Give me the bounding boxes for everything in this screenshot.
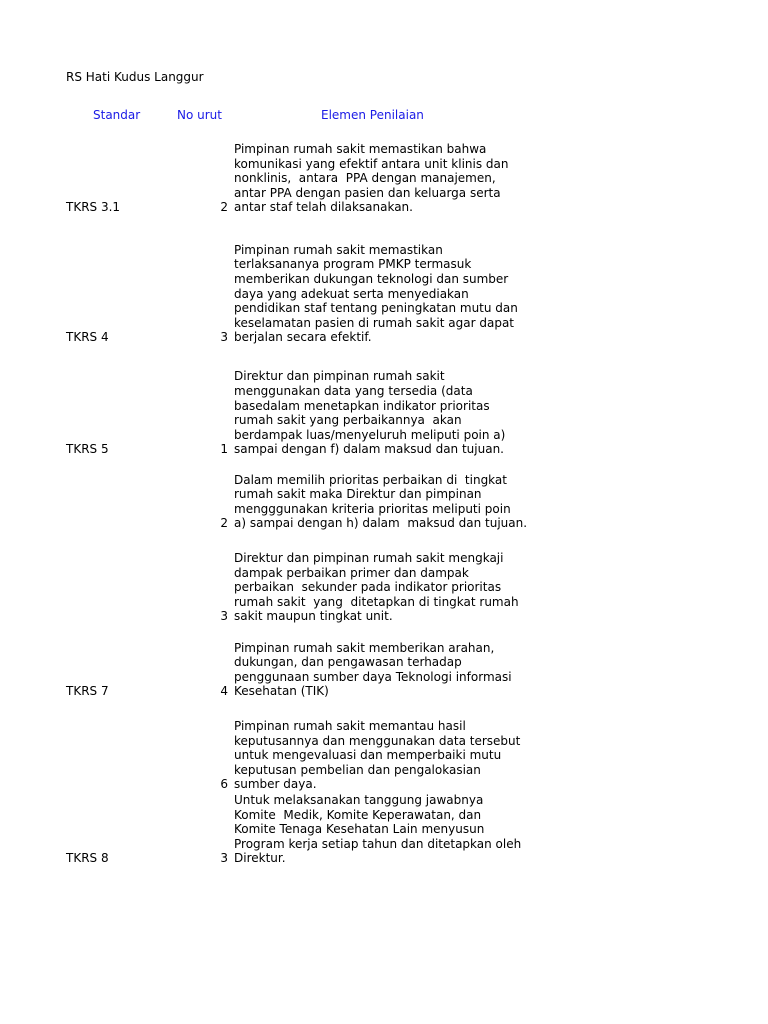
elemen-line: mengggunakan kriteria prioritas meliputi poin	[234, 501, 511, 516]
column-header-elemen-penilaian: Elemen Penilaian	[321, 108, 424, 122]
elemen-line: berjalan secara efektif.	[234, 330, 372, 345]
no-urut-cell: 3	[220, 851, 228, 866]
elemen-line: rumah sakit yang ditetapkan di tingkat rumah	[234, 594, 519, 609]
elemen-line: keselamatan pasien di rumah sakit agar dapat	[234, 315, 515, 330]
elemen-line: Dalam memilih prioritas perbaikan di tingkat	[234, 472, 507, 487]
elemen-line: Direktur dan pimpinan rumah sakit	[234, 369, 445, 384]
standar-cell: TKRS 3.1	[66, 200, 121, 215]
standar-cell: TKRS 8	[66, 851, 109, 866]
elemen-line: perbaikan sekunder pada indikator prioritas	[234, 580, 502, 595]
elemen-line: Program kerja setiap tahun dan ditetapkan oleh	[234, 836, 522, 851]
no-urut-cell: 3	[220, 330, 228, 345]
no-urut-cell: 3	[220, 609, 228, 624]
elemen-line: Untuk melaksanakan tanggung jawabnya	[234, 793, 484, 808]
elemen-line: rumah sakit yang perbaikannya akan	[234, 413, 462, 428]
elemen-line: dukungan, dan pengawasan terhadap	[234, 655, 462, 670]
elemen-line: nonklinis, antara PPA dengan manajemen,	[234, 171, 496, 186]
elemen-line: berdampak luas/menyeluruh meliputi poin a)	[234, 427, 506, 442]
elemen-line: antar staf telah dilaksanakan.	[234, 200, 413, 215]
elemen-line: Direktur.	[234, 851, 286, 866]
no-urut-cell: 1	[220, 442, 228, 457]
elemen-line: Direktur dan pimpinan rumah sakit mengkaji	[234, 551, 504, 566]
no-urut-cell: 2	[220, 516, 228, 531]
elemen-line: antar PPA dengan pasien dan keluarga serta	[234, 185, 501, 200]
elemen-line: Pimpinan rumah sakit memastikan	[234, 242, 443, 257]
no-urut-cell: 2	[220, 200, 228, 215]
column-header-no-urut: No urut	[177, 108, 222, 122]
no-urut-cell: 4	[220, 684, 228, 699]
no-urut-cell: 6	[220, 777, 228, 792]
elemen-line: sakit maupun tingkat unit.	[234, 609, 393, 624]
column-header-standar: Standar	[93, 108, 141, 122]
elemen-line: Pimpinan rumah sakit memantau hasil	[234, 719, 466, 734]
standar-cell: TKRS 5	[66, 442, 109, 457]
elemen-line: Komite Tenaga Kesehatan Lain menyusun	[234, 822, 485, 837]
elemen-line: terlaksananya program PMKP termasuk	[234, 257, 472, 272]
elemen-line: rumah sakit maka Direktur dan pimpinan	[234, 487, 482, 502]
elemen-line: Komite Medik, Komite Keperawatan, dan	[234, 807, 482, 822]
elemen-line: dampak perbaikan primer dan dampak	[234, 565, 469, 580]
elemen-line: untuk mengevaluasi dan memperbaiki mutu	[234, 748, 502, 763]
elemen-line: komunikasi yang efektif antara unit klinis dan	[234, 156, 509, 171]
elemen-line: keputusan pembelian dan pengalokasian	[234, 762, 481, 777]
elemen-line: Pimpinan rumah sakit memastikan bahwa	[234, 142, 487, 157]
elemen-line: pendidikan staf tentang peningkatan mutu dan	[234, 301, 518, 316]
elemen-line: keputusannya dan menggunakan data tersebut	[234, 733, 521, 748]
elemen-line: penggunaan sumber daya Teknologi informasi	[234, 669, 512, 684]
elemen-line: Kesehatan (TIK)	[234, 684, 329, 699]
elemen-line: basedalam menetapkan indikator prioritas	[234, 398, 490, 413]
elemen-line: memberikan dukungan teknologi dan sumber	[234, 272, 509, 287]
elemen-line: sampai dengan f) dalam maksud dan tujuan.	[234, 442, 504, 457]
document-title: RS Hati Kudus Langgur	[66, 70, 204, 84]
elemen-line: daya yang adekuat serta menyediakan	[234, 286, 469, 301]
elemen-line: a) sampai dengan h) dalam maksud dan tujuan.	[234, 516, 528, 531]
elemen-line: menggunakan data yang tersedia (data	[234, 384, 473, 399]
standar-cell: TKRS 4	[66, 330, 109, 345]
elemen-penilaian-cell	[234, 793, 522, 866]
elemen-line: Pimpinan rumah sakit memberikan arahan,	[234, 640, 495, 655]
standar-cell: TKRS 7	[66, 684, 109, 699]
elemen-line: sumber daya.	[234, 777, 317, 792]
